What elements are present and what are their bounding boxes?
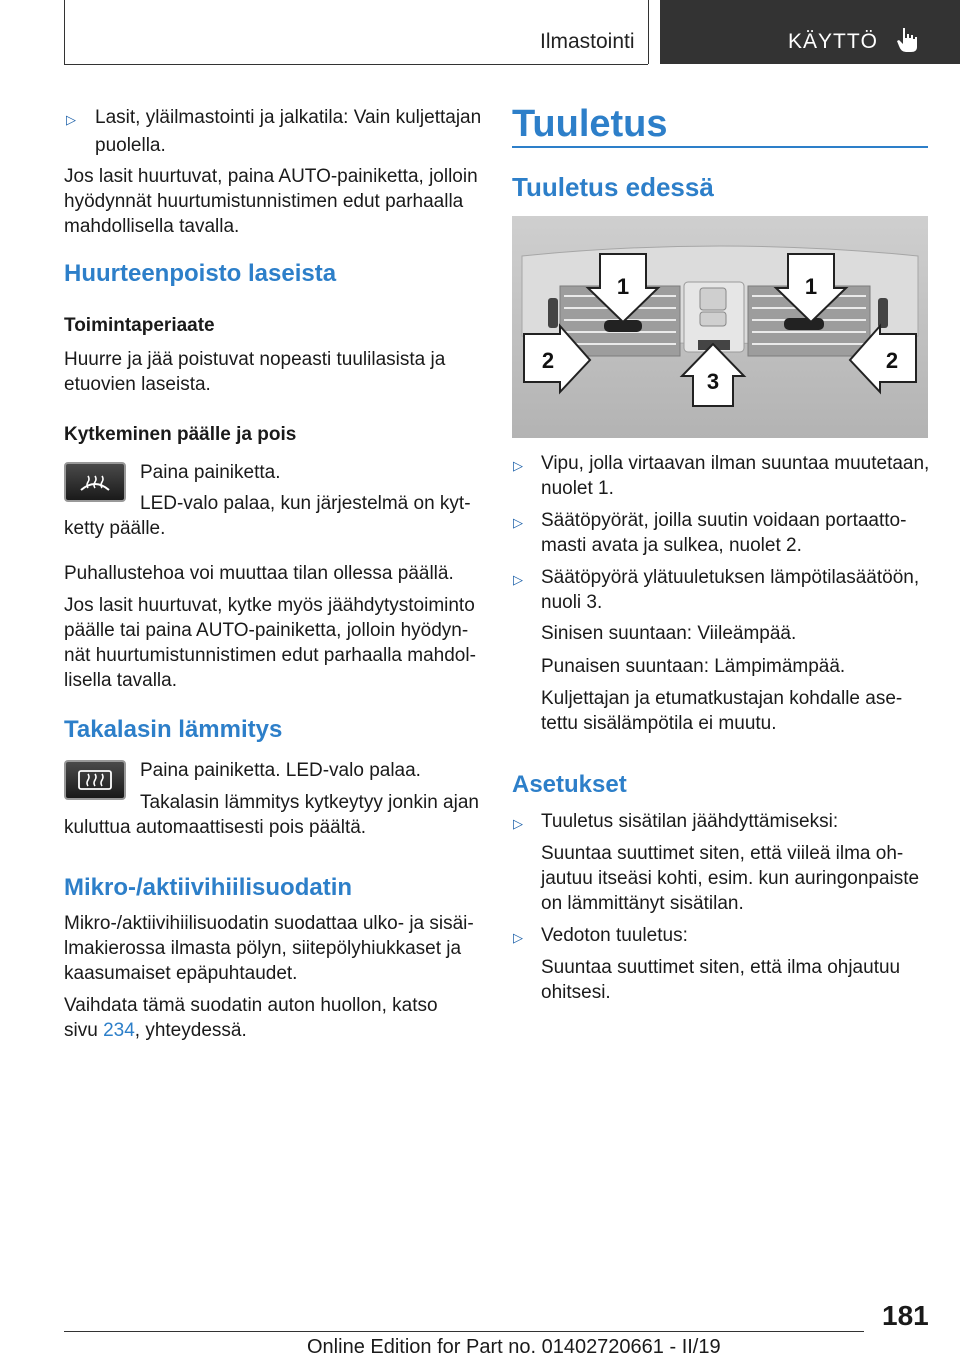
left-para-4-line1: Jos lasit huurtuvat, kytke myös jäähdytystoiminto: [64, 595, 475, 616]
left-para-3: Puhallustehoa voi muuttaa tilan ollessa päällä.: [64, 563, 454, 584]
filter-line2: lmakierossa ilmasta pölyn, siitepölyhiukkaset ja: [64, 938, 462, 959]
heading-filter: Mikro-/aktiivihiilisuodatin: [64, 874, 353, 901]
bullet-triangle-icon: ▷: [513, 515, 523, 530]
page-link-234[interactable]: 234: [103, 1020, 135, 1041]
right-bullet-3-line2: nuoli 3.: [541, 592, 603, 613]
bullet-triangle-icon: ▷: [513, 930, 523, 945]
led-text-1: LED-valo palaa, kun järjestelmä on kyt-: [140, 493, 471, 514]
heading-defrost: Huurteenpoisto laseista: [64, 260, 337, 287]
page-title: Tuuletus: [512, 103, 668, 145]
filter2-line2: [64, 1017, 247, 1045]
filter-line1: Mikro-/aktiivihiilisuodatin suodattaa ulko- ja sisäi-: [64, 913, 474, 934]
header-frame-left: [64, 0, 65, 64]
windshield-defrost-button-icon: [64, 462, 126, 502]
header-section-title: Ilmastointi: [540, 30, 635, 53]
left-para-4-line2: päälle tai paina AUTO-painiketta, jolloin hyödyn-: [64, 620, 469, 641]
left-para-1-line3: mahdollisella tavalla.: [64, 216, 240, 237]
footer-rule: [64, 1331, 864, 1332]
led-text-1b: ketty päälle.: [64, 518, 166, 539]
left-para-2-line2: etuovien laseista.: [64, 374, 211, 395]
right-bullet-2-line2: masti avata ja sulkea, nuolet 2.: [541, 535, 802, 556]
heading-front-ventilation: Tuuletus edessä: [512, 172, 714, 202]
heading-rear-window: Takalasin lämmitys: [64, 716, 283, 743]
temp-note-line1: Kuljettajan ja etumatkustajan kohdalle ase-: [541, 688, 903, 709]
settings-2-line1: Suuntaa suuttimet siten, että ilma ohjautuu: [541, 957, 901, 978]
settings-2-line2: ohitsesi.: [541, 982, 611, 1003]
callout-2-right: 2: [885, 348, 899, 373]
header-chapter-tab: [660, 0, 960, 64]
vent-illustration: [512, 216, 928, 438]
callout-3: 3: [706, 369, 720, 394]
right-bullet-1-line2: nuolet 1.: [541, 478, 614, 499]
heading-principle: Toimintaperiaate: [64, 315, 215, 336]
rear-window-defrost-icon: [66, 762, 124, 798]
callout-2-left: 2: [541, 348, 555, 373]
right-bullet-3-line1: Säätöpyörä ylätuuletuksen lämpötilasäätöön,: [541, 567, 920, 588]
right-bullet-1-line1: Vipu, jolla virtaavan ilman suuntaa muutetaan,: [541, 453, 930, 474]
blue-direction: Sinisen suuntaan: Viileämpää.: [541, 623, 797, 644]
filter-ref-prefix: sivu: [64, 1020, 104, 1041]
left-para-4-line4: lisella tavalla.: [64, 670, 177, 691]
left-para-2-line1: Huurre ja jää poistuvat nopeasti tuulilasista ja: [64, 349, 446, 370]
rear-text-line2: kuluttua automaattisesti pois päältä.: [64, 817, 367, 838]
filter-ref-suffix: , yhteydessä.: [134, 1020, 247, 1041]
settings-bullet-1: Tuuletus sisätilan jäähdyttämiseksi:: [541, 811, 839, 832]
rear-text-line1: Takalasin lämmitys kytkeytyy jonkin ajan: [140, 792, 479, 813]
right-bullet-2-line1: Säätöpyörät, joilla suutin voidaan portaatto-: [541, 510, 907, 531]
callout-1-left: 1: [616, 274, 630, 299]
settings-bullet-2: Vedoton tuuletus:: [541, 925, 688, 946]
filter2-line1: Vaihdata tämä suodatin auton huollon, katso: [64, 995, 438, 1016]
header-chapter-label: KÄYTTÖ: [788, 30, 879, 53]
left-bullet-1b: puolella.: [95, 135, 166, 156]
bullet-triangle-icon: ▷: [513, 458, 523, 473]
windshield-defrost-icon: [66, 464, 124, 500]
rear-window-defrost-button-icon: [64, 760, 126, 800]
settings-1-line1: Suuntaa suuttimet siten, että viileä ilma oh-: [541, 843, 904, 864]
header-frame-bottom: [64, 64, 648, 65]
heading-onoff: Kytkeminen päälle ja pois: [64, 424, 297, 445]
settings-1-line2: jautuu itseäsi kohti, esim. kun auringonpaiste: [541, 868, 920, 889]
press-button-2: Paina painiketta. LED-valo palaa.: [140, 760, 421, 781]
settings-1-line3: on lämmittänyt sisätilan.: [541, 893, 744, 914]
left-para-1-line2: hyödynnät huurtumistunnistimen edut parhaalla: [64, 191, 464, 212]
title-rule: [512, 146, 928, 148]
filter-line3: kaasumaiset epäpuhtaudet.: [64, 963, 298, 984]
bullet-triangle-icon: ▷: [66, 112, 76, 127]
footer-edition: Online Edition for Part no. 01402720661 - II/19: [307, 1336, 721, 1358]
bullet-triangle-icon: ▷: [513, 816, 523, 831]
heading-settings: Asetukset: [512, 771, 627, 798]
left-para-1-line1: Jos lasit huurtuvat, paina AUTO-painiketta, jolloin: [64, 166, 478, 187]
red-direction: Punaisen suuntaan: Lämpimämpää.: [541, 656, 846, 677]
header-frame-right: [648, 0, 649, 64]
press-button-1: Paina painiketta.: [140, 462, 281, 483]
left-para-4-line3: nät huurtumistunnistimen edut parhaalla mahdol-: [64, 645, 476, 666]
callout-1-right: 1: [804, 274, 818, 299]
left-bullet-1: Lasit, yläilmastointi ja jalkatila: Vain kuljettajan: [95, 107, 482, 128]
hand-pointer-icon: [896, 26, 920, 54]
bullet-triangle-icon: ▷: [513, 572, 523, 587]
temp-note-line2: tettu sisälämpötila ei muutu.: [541, 713, 777, 734]
page-number: 181: [882, 1300, 929, 1331]
